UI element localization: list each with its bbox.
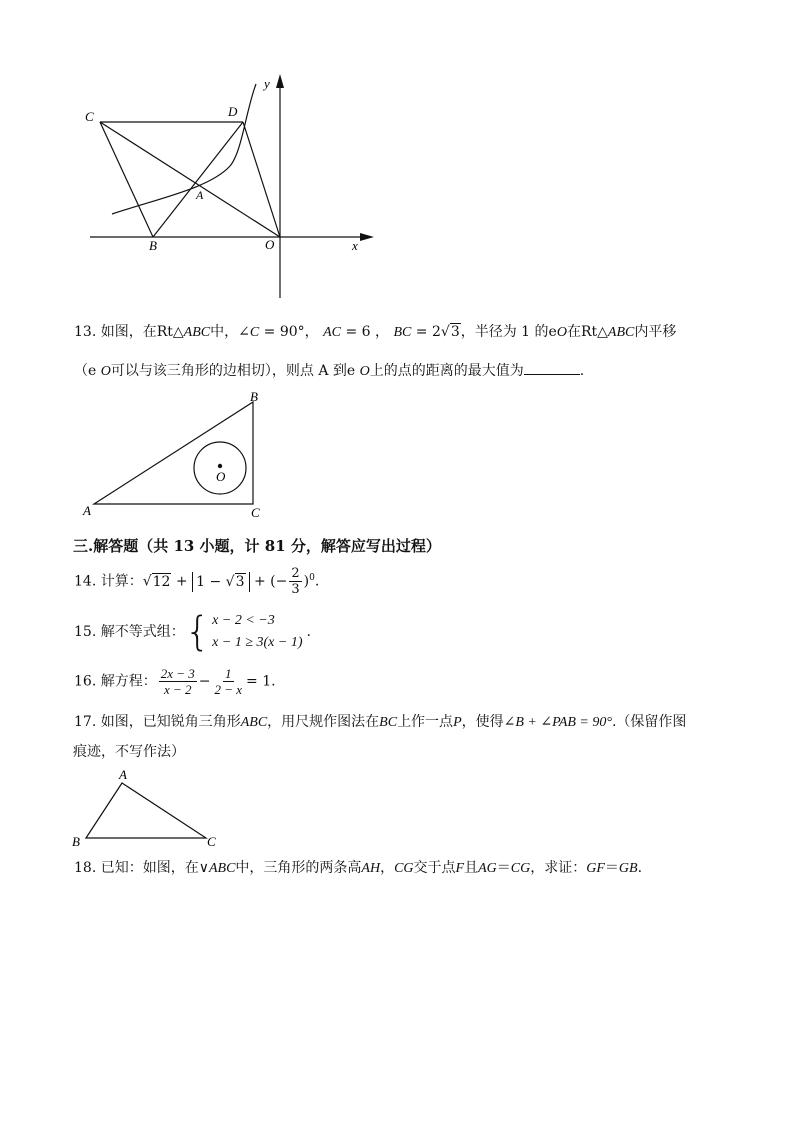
segment-BD <box>153 122 243 237</box>
text: Rt <box>580 324 598 340</box>
section-title: 三.解答题（共 13 小题，计 81 分，解答应写出过程） <box>73 537 441 555</box>
math: O <box>100 364 111 379</box>
triangle-circle-figure <box>80 388 280 520</box>
text: 可以与该三角形的边相切），则点 A 到 <box>110 363 347 379</box>
y-axis-arrow <box>276 74 284 88</box>
question-13-line1 <box>74 322 676 343</box>
math: ∨ABC <box>198 861 236 876</box>
math: ABC <box>183 325 211 340</box>
sqrt-symbol: √ <box>142 573 152 590</box>
text: 解方程： <box>100 673 157 690</box>
text: = 6 ， <box>341 324 389 340</box>
text: . <box>637 860 643 876</box>
numerator: 2 <box>291 566 300 581</box>
text: ＝ <box>496 860 511 876</box>
label-O: O <box>216 469 226 484</box>
absolute-value <box>192 572 249 592</box>
text: . <box>314 573 320 590</box>
label-x: x <box>352 238 358 253</box>
segment-DO <box>243 122 280 237</box>
text: ， <box>380 860 395 876</box>
fraction-1 <box>159 666 197 697</box>
text: = 2 <box>411 324 441 340</box>
text: = 90°， <box>259 324 319 340</box>
question-number: 16. <box>74 673 97 690</box>
radicand: 3 <box>450 324 460 340</box>
text: 内平移 <box>634 324 677 340</box>
question-number: 18. <box>74 860 97 876</box>
math: CG <box>510 861 531 876</box>
inequality-1: x − 2 < −3 <box>212 613 275 628</box>
numerator: 2x − 3 <box>160 666 195 681</box>
circle-symbol: e <box>88 363 97 379</box>
label-O: O <box>265 237 275 252</box>
denominator: 2 − x <box>214 682 243 697</box>
question-17-line2: 痕迹，不写作法） <box>73 744 185 760</box>
radicand: 12 <box>152 573 171 590</box>
brace-symbol: { <box>184 609 211 655</box>
text: = 1 <box>246 673 272 690</box>
x-axis-arrow <box>360 233 374 241</box>
label-A: A <box>83 503 91 518</box>
math: ∠B + ∠PAB = 90° <box>503 715 612 730</box>
label-B: B <box>250 389 258 404</box>
math: BC <box>379 715 398 730</box>
acute-triangle-figure <box>66 766 226 850</box>
text: 在 <box>566 324 581 340</box>
inequality-system <box>212 610 302 654</box>
math: AC <box>323 325 341 340</box>
math: GF <box>586 861 605 876</box>
inequality-2: x − 1 ≥ 3(x − 1) <box>212 635 303 650</box>
question-number: 15. <box>74 624 97 640</box>
label-C: C <box>251 505 260 520</box>
math: ABC <box>607 325 635 340</box>
question-number: 13. <box>74 324 97 340</box>
text: − <box>198 673 211 690</box>
question-15 <box>74 610 311 656</box>
circle-symbol: e <box>346 363 356 379</box>
exponent: 0 <box>309 572 315 583</box>
question-13-line2 <box>74 360 584 382</box>
text: 且 <box>464 860 479 876</box>
text: 交于点 <box>413 860 456 876</box>
math: P <box>453 715 462 730</box>
label-B: B <box>72 834 80 849</box>
fraction-2 <box>213 666 245 697</box>
label-C: C <box>85 109 94 124</box>
label-C: C <box>207 834 216 849</box>
text: Rt <box>156 324 173 340</box>
answer-blank[interactable] <box>524 360 580 375</box>
math: F <box>455 861 465 876</box>
text: . <box>579 363 585 379</box>
text: ，求证： <box>530 860 587 876</box>
math: AH <box>361 861 381 876</box>
math: AG <box>478 861 497 876</box>
text: ，用尺规作图法在 <box>267 714 380 730</box>
label-A: A <box>196 188 204 202</box>
math: BC <box>393 325 412 340</box>
angle-symbol: ∠ <box>238 324 250 340</box>
question-18 <box>74 858 642 879</box>
question-14: 14. 计算：√12 + 1 − √3 + (− $\frac{2}{3}$ )$^0$. <box>74 566 320 597</box>
fraction <box>289 566 301 597</box>
triangle-symbol: △ <box>172 324 184 340</box>
text: 上的点的距离的最大值为 <box>369 363 524 379</box>
triangle-ABC <box>94 402 253 504</box>
text: ，半径为 1 的 <box>460 324 549 340</box>
question-number: 17. <box>74 714 97 730</box>
sqrt-symbol: √ <box>225 573 235 590</box>
math: CG <box>394 861 414 876</box>
text: ，使得 <box>461 714 504 730</box>
coordinate-figure <box>80 70 390 302</box>
label-A: A <box>119 767 127 782</box>
radicand: 3 <box>235 573 245 590</box>
text: （ <box>74 363 88 379</box>
math: GB <box>618 861 638 876</box>
text: 中， <box>210 324 239 340</box>
numerator: 1 <box>225 666 232 681</box>
text: 已知：如图，在 <box>100 860 199 876</box>
text: . <box>306 624 311 640</box>
text: 如图，已知锐角三角形 <box>100 714 241 730</box>
text: ＝ <box>604 860 619 876</box>
circle-symbol: e <box>548 324 557 340</box>
text: 如图，在 <box>100 324 157 340</box>
text: 计算： <box>100 573 143 590</box>
text: 1 − <box>196 573 226 590</box>
text: 上作一点 <box>397 714 454 730</box>
label-y: y <box>264 76 270 91</box>
text: 解不等式组： <box>100 624 185 640</box>
text: 中，三角形的两条高 <box>235 860 362 876</box>
question-16 <box>74 666 276 697</box>
question-number: 14. <box>74 573 97 590</box>
math: C <box>249 325 260 340</box>
sqrt-symbol: √ <box>440 324 450 340</box>
text: . <box>271 673 276 690</box>
triangle-symbol: △ <box>597 324 608 340</box>
label-D: D <box>228 104 238 119</box>
text: .（保留作图 <box>611 714 687 730</box>
denominator: 3 <box>291 582 300 597</box>
math: O <box>359 364 370 379</box>
question-17-line1 <box>74 712 686 733</box>
label-B: B <box>149 238 157 253</box>
center-point <box>218 464 222 468</box>
triangle-ABC <box>86 783 206 838</box>
math: ABC <box>240 715 268 730</box>
math: O <box>556 325 567 340</box>
denominator: x − 2 <box>163 682 192 697</box>
